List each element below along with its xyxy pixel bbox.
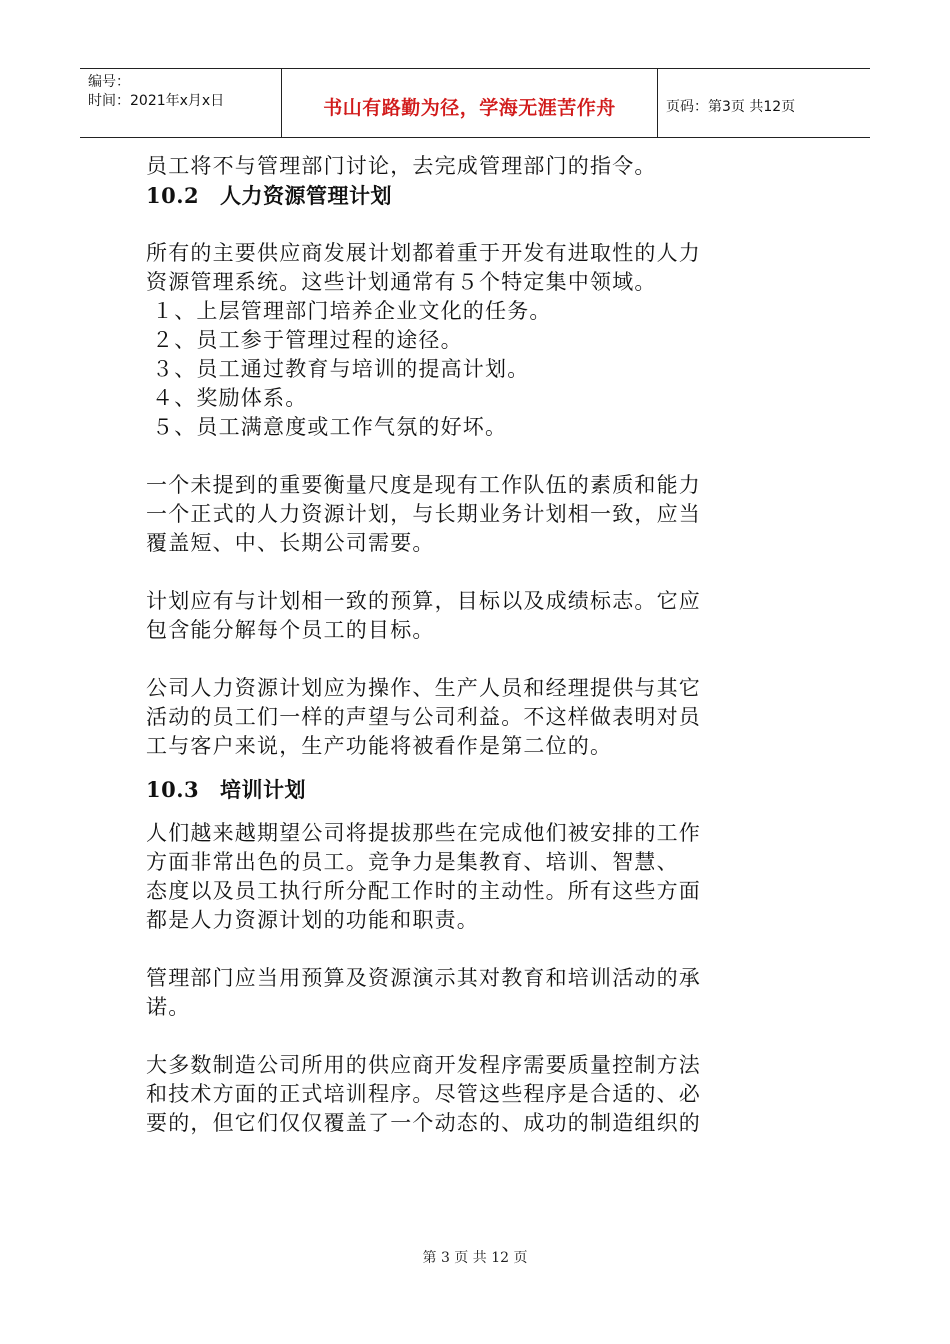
document-date-label: 时间：2021年x月x日 [88, 93, 225, 109]
header-motto: 书山有路勤为径，学海无涯苦作舟 [323, 96, 616, 119]
paragraph-line: 一个未提到的重要衡量尺度是现有工作队伍的素质和能力 [146, 473, 701, 497]
paragraph-line: 工与客户来说，生产功能将被看作是第二位的。 [146, 734, 613, 758]
paragraph [146, 471, 826, 558]
paragraph-line: 管理部门应当用预算及资源演示其对教育和培训活动的承 [146, 966, 701, 990]
list-item: ２、员工参于管理过程的途径。 [152, 328, 463, 352]
section-heading [146, 181, 826, 210]
paragraph-line: 活动的员工们一样的声望与公司利益。不这样做表明对员 [146, 705, 701, 729]
paragraph-line: 和技术方面的正式培训程序。尽管这些程序是合适的、必 [146, 1082, 701, 1106]
paragraph-line: 人们越来越期望公司将提拔那些在完成他们被安排的工作 [146, 821, 701, 845]
document-number-label: 编号： [88, 74, 130, 90]
page-header [80, 68, 870, 138]
header-page-number: 页码：第3页 共12页 [666, 99, 796, 115]
paragraph-line: 要的，但它们仅仅覆盖了一个动态的、成功的制造组织的 [146, 1111, 701, 1135]
paragraph-line: 诺。 [146, 995, 191, 1019]
paragraph-line: 态度以及员工执行所分配工作时的主动性。所有这些方面 [146, 879, 701, 903]
list-item: ３、员工通过教育与培训的提高计划。 [152, 357, 530, 381]
paragraph-line: 都是人力资源计划的功能和职责。 [146, 908, 479, 932]
paragraph-line: 覆盖短、中、长期公司需要。 [146, 531, 435, 555]
list-item: １、上层管理部门培养企业文化的任务。 [152, 299, 552, 323]
paragraph [146, 587, 826, 645]
paragraph [146, 1051, 826, 1138]
document-body [146, 152, 826, 1138]
section-title: 培训计划 [220, 777, 306, 802]
paragraph: 员工将不与管理部门讨论，去完成管理部门的指令。 [146, 154, 657, 178]
paragraph-line: 公司人力资源计划应为操作、生产人员和经理提供与其它 [146, 676, 701, 700]
header-motto-cell [282, 69, 658, 137]
paragraph [146, 819, 826, 935]
paragraph-line: 资源管理系统。这些计划通常有５个特定集中领域。 [146, 270, 657, 294]
list-item: ５、员工满意度或工作气氛的好坏。 [152, 415, 508, 439]
paragraph-line: 计划应有与计划相一致的预算，目标以及成绩标志。它应 [146, 589, 701, 613]
section-number: 10.3 [146, 777, 200, 802]
section-heading [146, 775, 826, 804]
paragraph-line: 包含能分解每个员工的目标。 [146, 618, 435, 642]
paragraph-line: 一个正式的人力资源计划，与长期业务计划相一致，应当 [146, 502, 701, 526]
paragraph-line: 方面非常出色的员工。竞争力是集教育、培训、智慧、 [146, 850, 679, 874]
header-meta [80, 69, 282, 137]
paragraph [146, 674, 826, 761]
paragraph-line: 大多数制造公司所用的供应商开发程序需要质量控制方法 [146, 1053, 701, 1077]
focus-area-list [146, 297, 826, 442]
paragraph [146, 964, 826, 1022]
list-item: ４、奖励体系。 [152, 386, 308, 410]
paragraph-line: 所有的主要供应商发展计划都着重于开发有进取性的人力 [146, 241, 701, 265]
section-title: 人力资源管理计划 [220, 183, 392, 208]
paragraph [146, 239, 826, 297]
page-footer: 第 3 页 共 12 页 [422, 1250, 528, 1266]
header-page-cell [658, 69, 870, 137]
section-number: 10.2 [146, 183, 200, 208]
